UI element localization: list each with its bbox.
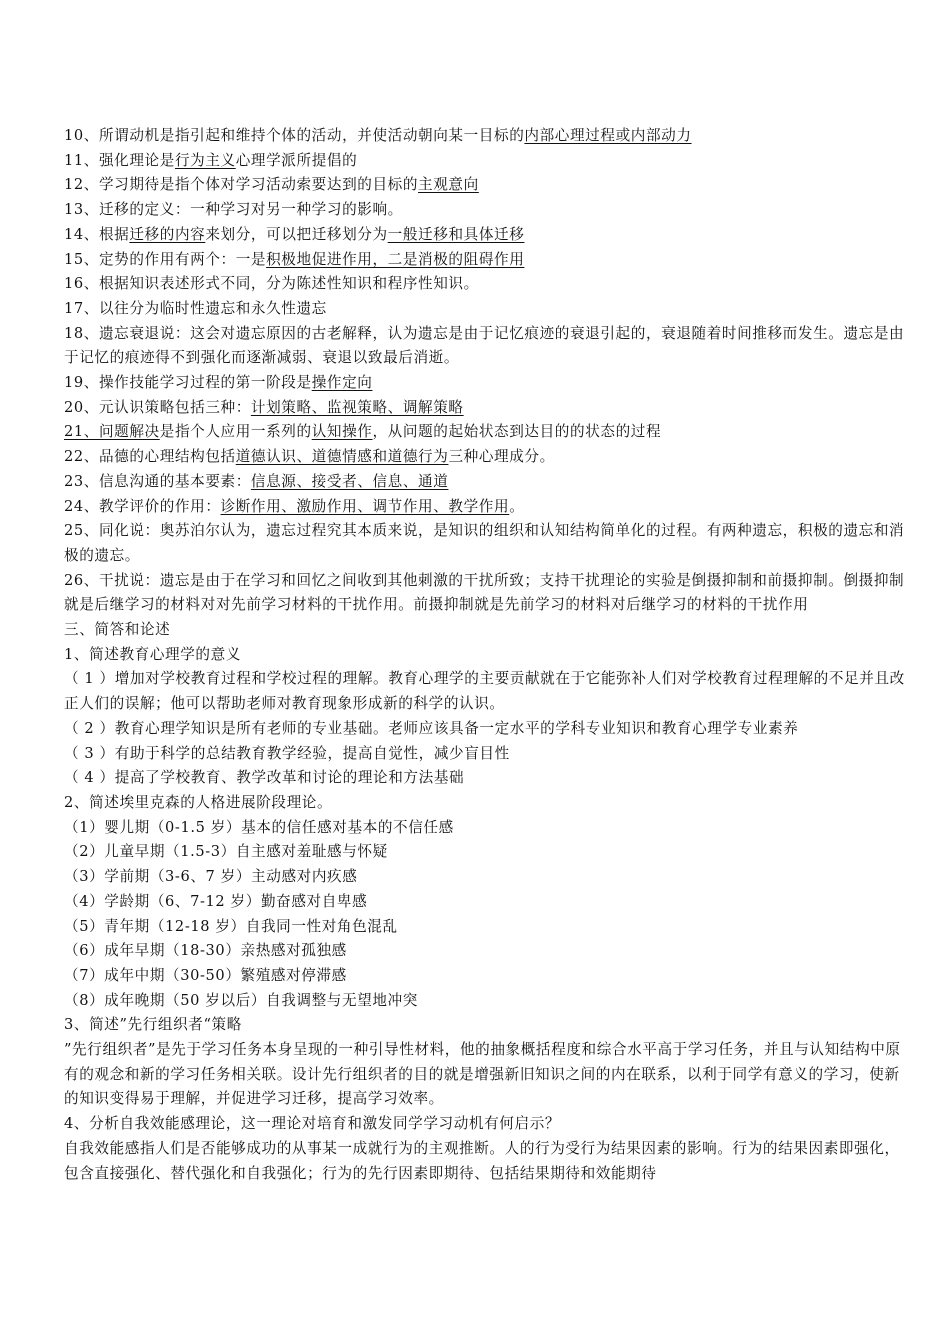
stage-8: （8）成年晚期（50 岁以后）自我调整与无望地冲突 — [64, 991, 418, 1009]
item-21: 21、问题解决是指个人应用一系列的认知操作，从问题的起始状态到达目的的状态的过程 — [64, 423, 662, 441]
item-18: 18、遗忘衰退说：这会对遗忘原因的古老解释，认为遗忘是由于记忆痕迹的衰退引起的，衰退随着时间推移而发生。遗忘是由于记忆的痕迹得不到强化而逐渐减弱、衰退以致最后消逝。 — [64, 324, 905, 367]
underlined-answer: 诊断作用、激励作用、调节作用、教学作用 — [220, 497, 510, 515]
answer-4: 自我效能感指人们是否能够成功的从事某一成就行为的主观推断。人的行为受行为结果因素的影响。行为的结果因素即强化，包含直接强化、替代强化和自我强化；行为的先行因素即期待、包括结果期待和效能期待 — [64, 1139, 900, 1182]
stage-2: （2）儿童早期（1.5-3）自主感对羞耻感与怀疑 — [64, 843, 388, 861]
section-heading: 三、简答和论述 — [64, 621, 171, 639]
question-3: 3、简述”先行组织者“策略 — [64, 1016, 242, 1034]
item-20: 20、元认识策略包括三种：计划策略、监视策略、调解策略 — [64, 398, 464, 416]
underlined-answer: 21、问题解决 — [64, 423, 160, 441]
item-13: 13、迁移的定义：一种学习对另一种学习的影响。 — [64, 201, 403, 219]
answer-1-point-1: （ 1 ）增加对学校教育过程和学校过程的理解。教育心理学的主要贡献就在于它能弥补人们对学校教育过程理解的不足并且改正人们的误解；他可以帮助老师对教育现象形成新的科学的认识。 — [64, 670, 905, 713]
stage-5: （5）青年期（12-18 岁）自我同一性对角色混乱 — [64, 917, 398, 935]
stage-1: （1）婴儿期（0-1.5 岁）基本的信任感对基本的不信任感 — [64, 818, 454, 836]
item-24: 24、教学评价的作用：诊断作用、激励作用、调节作用、教学作用。 — [64, 497, 525, 515]
underlined-answer: 信息源、接受者、信息、通道 — [250, 472, 449, 490]
item-25: 25、同化说：奥苏泊尔认为，遗忘过程究其本质来说，是知识的组织和认知结构简单化的过程。有两种遗忘，积极的遗忘和消极的遗忘。 — [64, 522, 905, 564]
question-1: 1、简述教育心理学的意义 — [64, 645, 242, 663]
answer-1-point-2: （ 2 ）教育心理学知识是所有老师的专业基础。老师应该具备一定水平的学科专业知识和教育心理学专业素养 — [64, 719, 799, 737]
underlined-answer: 积极地促进作用，二是消极的阻碍作用 — [266, 250, 525, 268]
underlined-answer: 主观意向 — [418, 176, 479, 194]
underlined-answer: 内部心理过程或内部动力 — [524, 127, 692, 144]
item-16: 16、根据知识表述形式不同，分为陈述性知识和程序性知识。 — [64, 275, 479, 293]
underlined-answer: 迁移的内容 — [129, 225, 206, 243]
underlined-answer: 道德认识、道德情感和道德行为 — [235, 448, 449, 466]
answer-1-point-4: （ 4 ）提高了学校教育、教学改革和讨论的理论和方法基础 — [64, 769, 465, 787]
item-14: 14、根据迁移的内容来划分，可以把迁移划分为一般迁移和具体迁移 — [64, 225, 525, 243]
underlined-answer: 行为主义 — [174, 151, 236, 169]
item-19: 19、操作技能学习过程的第一阶段是操作定向 — [64, 374, 373, 392]
item-26: 26、干扰说：遗忘是由于在学习和回忆之间收到其他刺激的干扰所致；支持干扰理论的实验是倒摄抑制和前摄抑制。倒摄抑制就是后继学习的材料对对先前学习材料的干扰作用。前摄抑制就是先前学习的材料对后继学习的材料的干扰作用 — [64, 571, 905, 614]
item-11: 11、强化理论是行为主义心理学派所提倡的 — [64, 151, 358, 169]
item-15: 15、定势的作用有两个：一是积极地促进作用，二是消极的阻碍作用 — [64, 250, 525, 268]
item-12: 12、学习期待是指个体对学习活动索要达到的目标的主观意向 — [64, 176, 479, 194]
item-22: 22、品德的心理结构包括道德认识、道德情感和道德行为三种心理成分。 — [64, 448, 555, 466]
answer-3: ”先行组织者”是先于学习任务本身呈现的一种引导性材料，他的抽象概括程度和综合水平高于学习任务，并且与认知结构中原有的观念和新的学习任务相关联。设计先行组织者的目的就是增强新旧知识之间的内在联系，以利于同学有意义的学习，使新的知识变得易于理解，并促进学习迁移，提高学习效率。 — [64, 1041, 901, 1108]
stage-7: （7）成年中期（30-50）繁殖感对停滞感 — [64, 966, 347, 984]
item-10: 10、所谓动机是指引起和维持个体的活动，并使活动朝向某一目标的内部心理过程或内部动力 — [64, 127, 692, 144]
question-4: 4、分析自我效能感理论，这一理论对培育和激发同学学习动机有何启示？ — [64, 1115, 561, 1133]
underlined-answer: 操作定向 — [311, 374, 373, 392]
item-17: 17、以往分为临时性遗忘和永久性遗忘 — [64, 299, 327, 317]
underlined-answer: 一般迁移和具体迁移 — [387, 225, 525, 243]
document-page — [64, 124, 906, 1186]
stage-3: （3）学前期（3-6、7 岁）主动感对内疚感 — [64, 868, 358, 886]
stage-6: （6）成年早期（18-30）亲热感对孤独感 — [64, 942, 347, 960]
answer-1-point-3: （ 3 ）有助于科学的总结教育教学经验，提高自觉性，减少盲目性 — [64, 744, 510, 762]
item-23: 23、信息沟通的基本要素：信息源、接受者、信息、通道 — [64, 472, 449, 490]
stage-4: （4）学龄期（6、7-12 岁）勤奋感对自卑感 — [64, 892, 368, 910]
underlined-answer: 认知操作 — [311, 423, 373, 441]
question-2: 2、简述埃里克森的人格进展阶段理论。 — [64, 793, 333, 811]
underlined-answer: 计划策略、监视策略、调解策略 — [250, 398, 464, 416]
